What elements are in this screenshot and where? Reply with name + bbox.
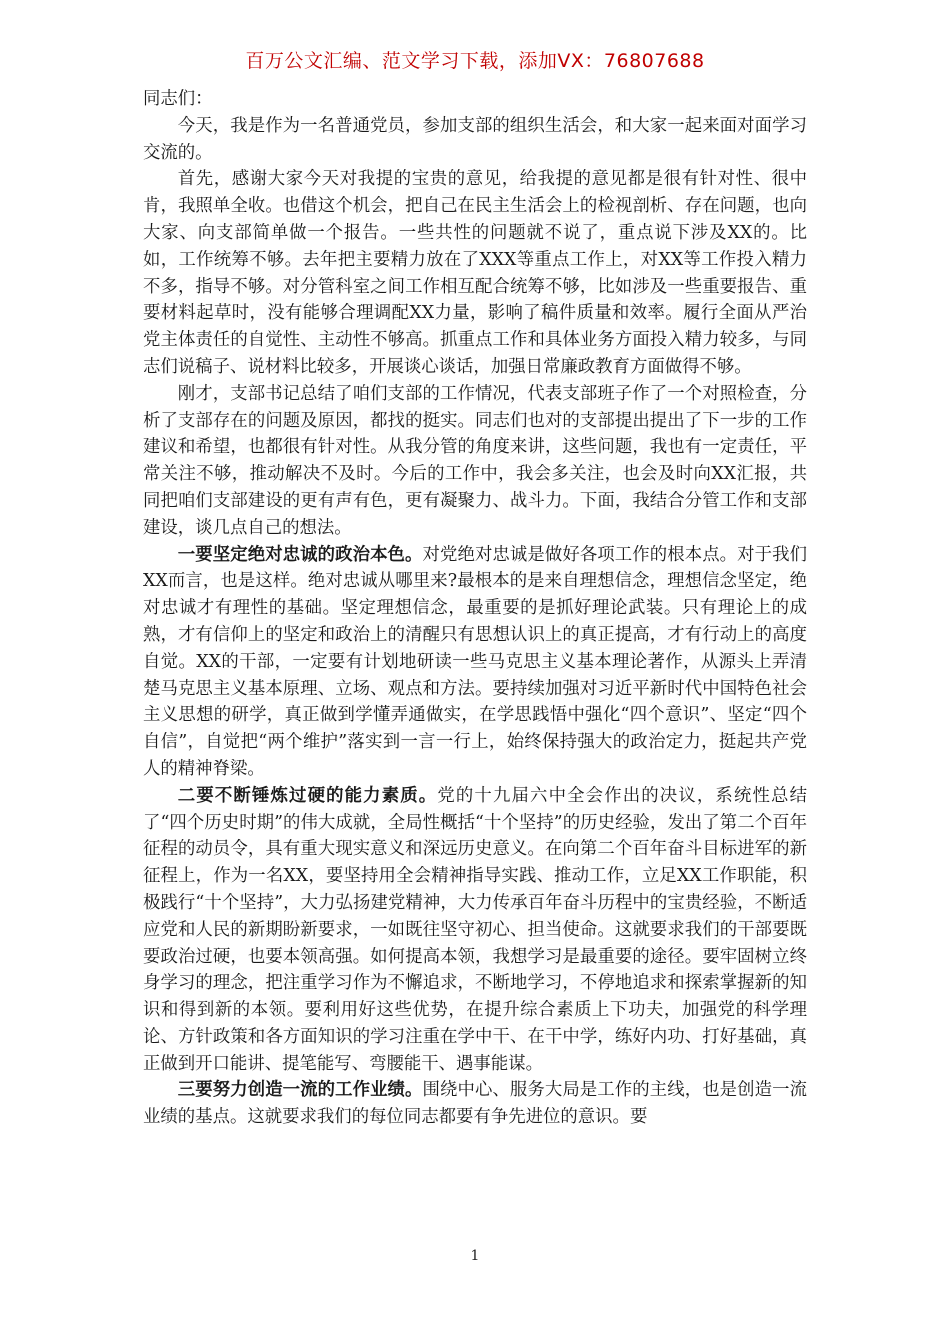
point-heading: 三要努力创造一流的工作业绩。 [177, 1080, 423, 1101]
paragraph-text: 刚才，支部书记总结了咱们支部的工作情况，代表支部班子作了一个对照检查，分析了支部存在的问题及原因，都找的挺实。同志们也对的支部提出提出了下一步的工作建议和希望，也都很有针对性。从我分管的角度来讲，这些问题，我也有一定责任，平常关注不够，推动解决不及时。今后的工作中，我会多关注，也会及时向XX汇报，共同把咱们支部建设的更有声有色，更有凝聚力、战斗力。下面，我结合分管工作和支部建设，谈几点自己的想法。 [143, 383, 807, 538]
page-number: 1 [470, 1248, 480, 1264]
paragraph-point-two [143, 783, 807, 1078]
paragraph-point-three [143, 1077, 807, 1131]
paragraph-self-review [143, 166, 807, 380]
point-heading: 一要坚定绝对忠诚的政治本色。 [177, 544, 423, 565]
paragraph-intro [143, 113, 807, 167]
paragraph-point-one [143, 542, 807, 783]
salutation: 同志们： [143, 89, 213, 109]
paragraph-branch-summary [143, 381, 807, 542]
download-banner: 百万公文汇编、范文学习下载，添加VX：76807688 [245, 50, 705, 72]
paragraph-text: 今天，我是作为一名普通党员，参加支部的组织生活会，和大家一起来面对面学习交流的。 [143, 115, 807, 163]
paragraph-text: 首先，感谢大家今天对我提的宝贵的意见，给我提的意见都是很有针对性、很中肯，我照单全收。也借这个机会，把自己在民主生活会上的检视剖析、存在问题，也向大家、向支部简单做一个报告。一些共性的问题就不说了，重点说下涉及XX的。比如，工作统筹不够。去年把主要精力放在了XXX等重点工作上，对XX等工作投入精力不多，指导不够。对分管科室之间工作相互配合统筹不够，比如涉及一些重要报告、重要材料起草时，没有能够合理调配XX力量，影响了稿件质量和效率。履行全面从严治党主体责任的自觉性、主动性不够高。抓重点工作和具体业务方面投入精力较多，与同志们说稿子、说材料比较多，开展谈心谈话，加强日常廉政教育方面做得不够。 [143, 169, 807, 377]
point-heading: 二要不断锤炼过硬的能力素质。 [177, 785, 438, 806]
paragraph-text: 围绕中心、服务大局是工作的主线，也是创造一流业绩的基点。这就要求我们的每位同志都要有争先进位的意识。要 [143, 1080, 807, 1128]
paragraph-text: 党的十九届六中全会作出的决议，系统性总结了“四个历史时期”的伟大成就，全局性概括“十个坚持”的历史经验，发出了第二个百年征程的动员令，具有重大现实意义和深远历史意义。在向第二个百年奋斗目标进军的新征程上，作为一名XX，要坚持用全会精神指导实践、推动工作，立足XX工作职能，积极践行“十个坚持”，大力弘扬建党精神，大力传承百年奋斗历程中的宝贵经验，不断适应党和人民的新期盼新要求，一如既往坚守初心、担当使命。这就要求我们的干部要既要政治过硬，也要本领高强。如何提高本领，我想学习是最重要的途径。要牢固树立终身学习的理念，把注重学习作为不懈追求，不断地学习，不停地追求和探索掌握新的知识和得到新的本领。要利用好这些优势，在提升综合素质上下功夫，加强党的科学理论、方针政策和各方面知识的学习注重在学中干、在干中学，练好内功、打好基础，真正做到开口能讲、提笔能写、弯腰能干、遇事能谋。 [143, 785, 807, 1074]
document-body [143, 86, 807, 1131]
paragraph-text: 对党绝对忠诚是做好各项工作的根本点。对于我们XX而言，也是这样。绝对忠诚从哪里来?最根本的是来自理想信念，理想信念坚定，绝对忠诚才有理性的基础。坚定理想信念，最重要的是抓好理论武装。只有理论上的成熟，才有信仰上的坚定和政治上的清醒只有思想认识上的真正提高，才有行动上的高度自觉。XX的干部，一定要有计划地研读一些马克思主义基本理论著作，从源头上弄清楚马克思主义基本原理、立场、观点和方法。要持续加强对习近平新时代中国特色社会主义思想的研学，真正做到学懂弄通做实，在学思践悟中强化“四个意识”、坚定“四个自信”，自觉把“两个维护”落实到一言一行上，始终保持强大的政治定力，挺起共产党人的精神脊梁。 [143, 544, 807, 779]
